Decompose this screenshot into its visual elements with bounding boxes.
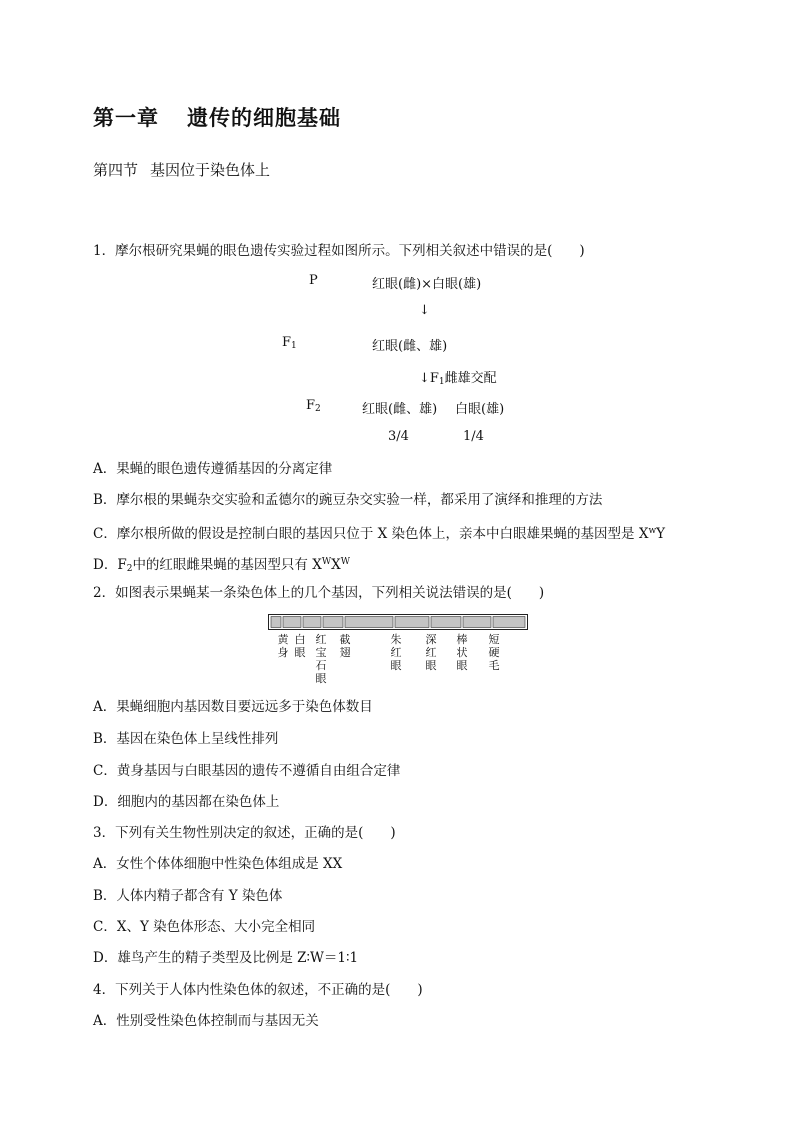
band-segment [493, 617, 525, 628]
chapter-name: 遗传的细胞基础 [187, 105, 341, 130]
ratio-white: 1/4 [463, 429, 484, 444]
q3-option-d: D．雄鸟产生的精子类型及比例是 Z∶W＝1∶1 [93, 950, 359, 966]
chromosome-diagram [268, 614, 528, 630]
q2-option-a: A．果蝇细胞内基因数目要远远多于染色体数目 [93, 699, 373, 715]
chapter-number: 第一章 [93, 105, 159, 130]
p-cross: 红眼(雌)×白眼(雄) [372, 277, 482, 292]
q1-option-d: D．$F_2$中的红眼雌果蝇的基因型只有 $X^WX^W$ [93, 557, 350, 574]
f2-red: 红眼(雌、雄) [362, 402, 438, 417]
q3-option-a: A．女性个体体细胞中性染色体组成是 XX [93, 856, 343, 872]
gene-bar-eye: 棒状眼 [456, 633, 468, 672]
f1-mating: $↓F_1$雌雄交配 [419, 371, 497, 387]
gene-dark-red-eye: 深红眼 [425, 633, 437, 672]
arrow-down-1: ↓ [419, 303, 430, 318]
band-segment [431, 617, 461, 628]
gene-vermilion-eye: 朱红眼 [390, 633, 402, 672]
band-segment [345, 617, 393, 628]
q1-option-b: B．摩尔根的果蝇杂交实验和孟德尔的豌豆杂交实验一样，都采用了演绎和推理的方法 [93, 492, 603, 508]
q3-stem: 3．下列有关生物性别决定的叙述，正确的是( ) [93, 825, 396, 841]
gene-yellow-body: 黄身 [277, 633, 289, 659]
q2-stem: 2．如图表示果蝇某一条染色体上的几个基因，下列相关说法错误的是( ) [93, 585, 545, 601]
q1-option-c: C．摩尔根所做的假设是控制白眼的基因只位于 X 染色体上，亲本中白眼雄果蝇的基因型是 $X^wY$ [93, 526, 666, 542]
q4-option-a: A．性别受性染色体控制而与基因无关 [93, 1013, 319, 1029]
section-number: 第四节 [93, 161, 139, 179]
ratio-red: 3/4 [388, 429, 409, 444]
f1-result: 红眼(雌、雄) [372, 339, 448, 354]
gene-white-eye: 白眼 [294, 633, 306, 659]
band-segment [395, 617, 429, 628]
q3-option-c: C．X、Y 染色体形态、大小完全相同 [93, 919, 316, 935]
gene-cut-wing: 截翅 [339, 633, 351, 659]
band-segment [303, 617, 321, 628]
gene-ruby-eye: 红宝石眼 [315, 633, 327, 685]
band-segment [323, 617, 343, 628]
band-segment [271, 617, 281, 628]
section-heading [93, 159, 270, 180]
q4-stem: 4．下列关于人体内性染色体的叙述，不正确的是( ) [93, 982, 423, 998]
f2-label: $F_2$ [306, 398, 321, 414]
q3-option-b: B．人体内精子都含有 Y 染色体 [93, 888, 283, 904]
q2-option-b: B．基因在染色体上呈线性排列 [93, 731, 279, 747]
f1-label: $F_1$ [282, 335, 297, 351]
section-name: 基因位于染色体上 [150, 161, 271, 179]
band-segment [283, 617, 301, 628]
band-segment [463, 617, 491, 628]
p-label: P [309, 273, 318, 288]
q2-option-c: C．黄身基因与白眼基因的遗传不遵循自由组合定律 [93, 763, 401, 779]
gene-short-bristle: 短硬毛 [488, 633, 500, 672]
q1-option-a: A．果蝇的眼色遗传遵循基因的分离定律 [93, 461, 333, 477]
chapter-heading [93, 102, 341, 132]
q2-option-d: D．细胞内的基因都在染色体上 [93, 794, 280, 810]
f2-white: 白眼(雄) [455, 402, 505, 417]
q1-stem: 1．摩尔根研究果蝇的眼色遗传实验过程如图所示。下列相关叙述中错误的是( ) [93, 243, 585, 259]
